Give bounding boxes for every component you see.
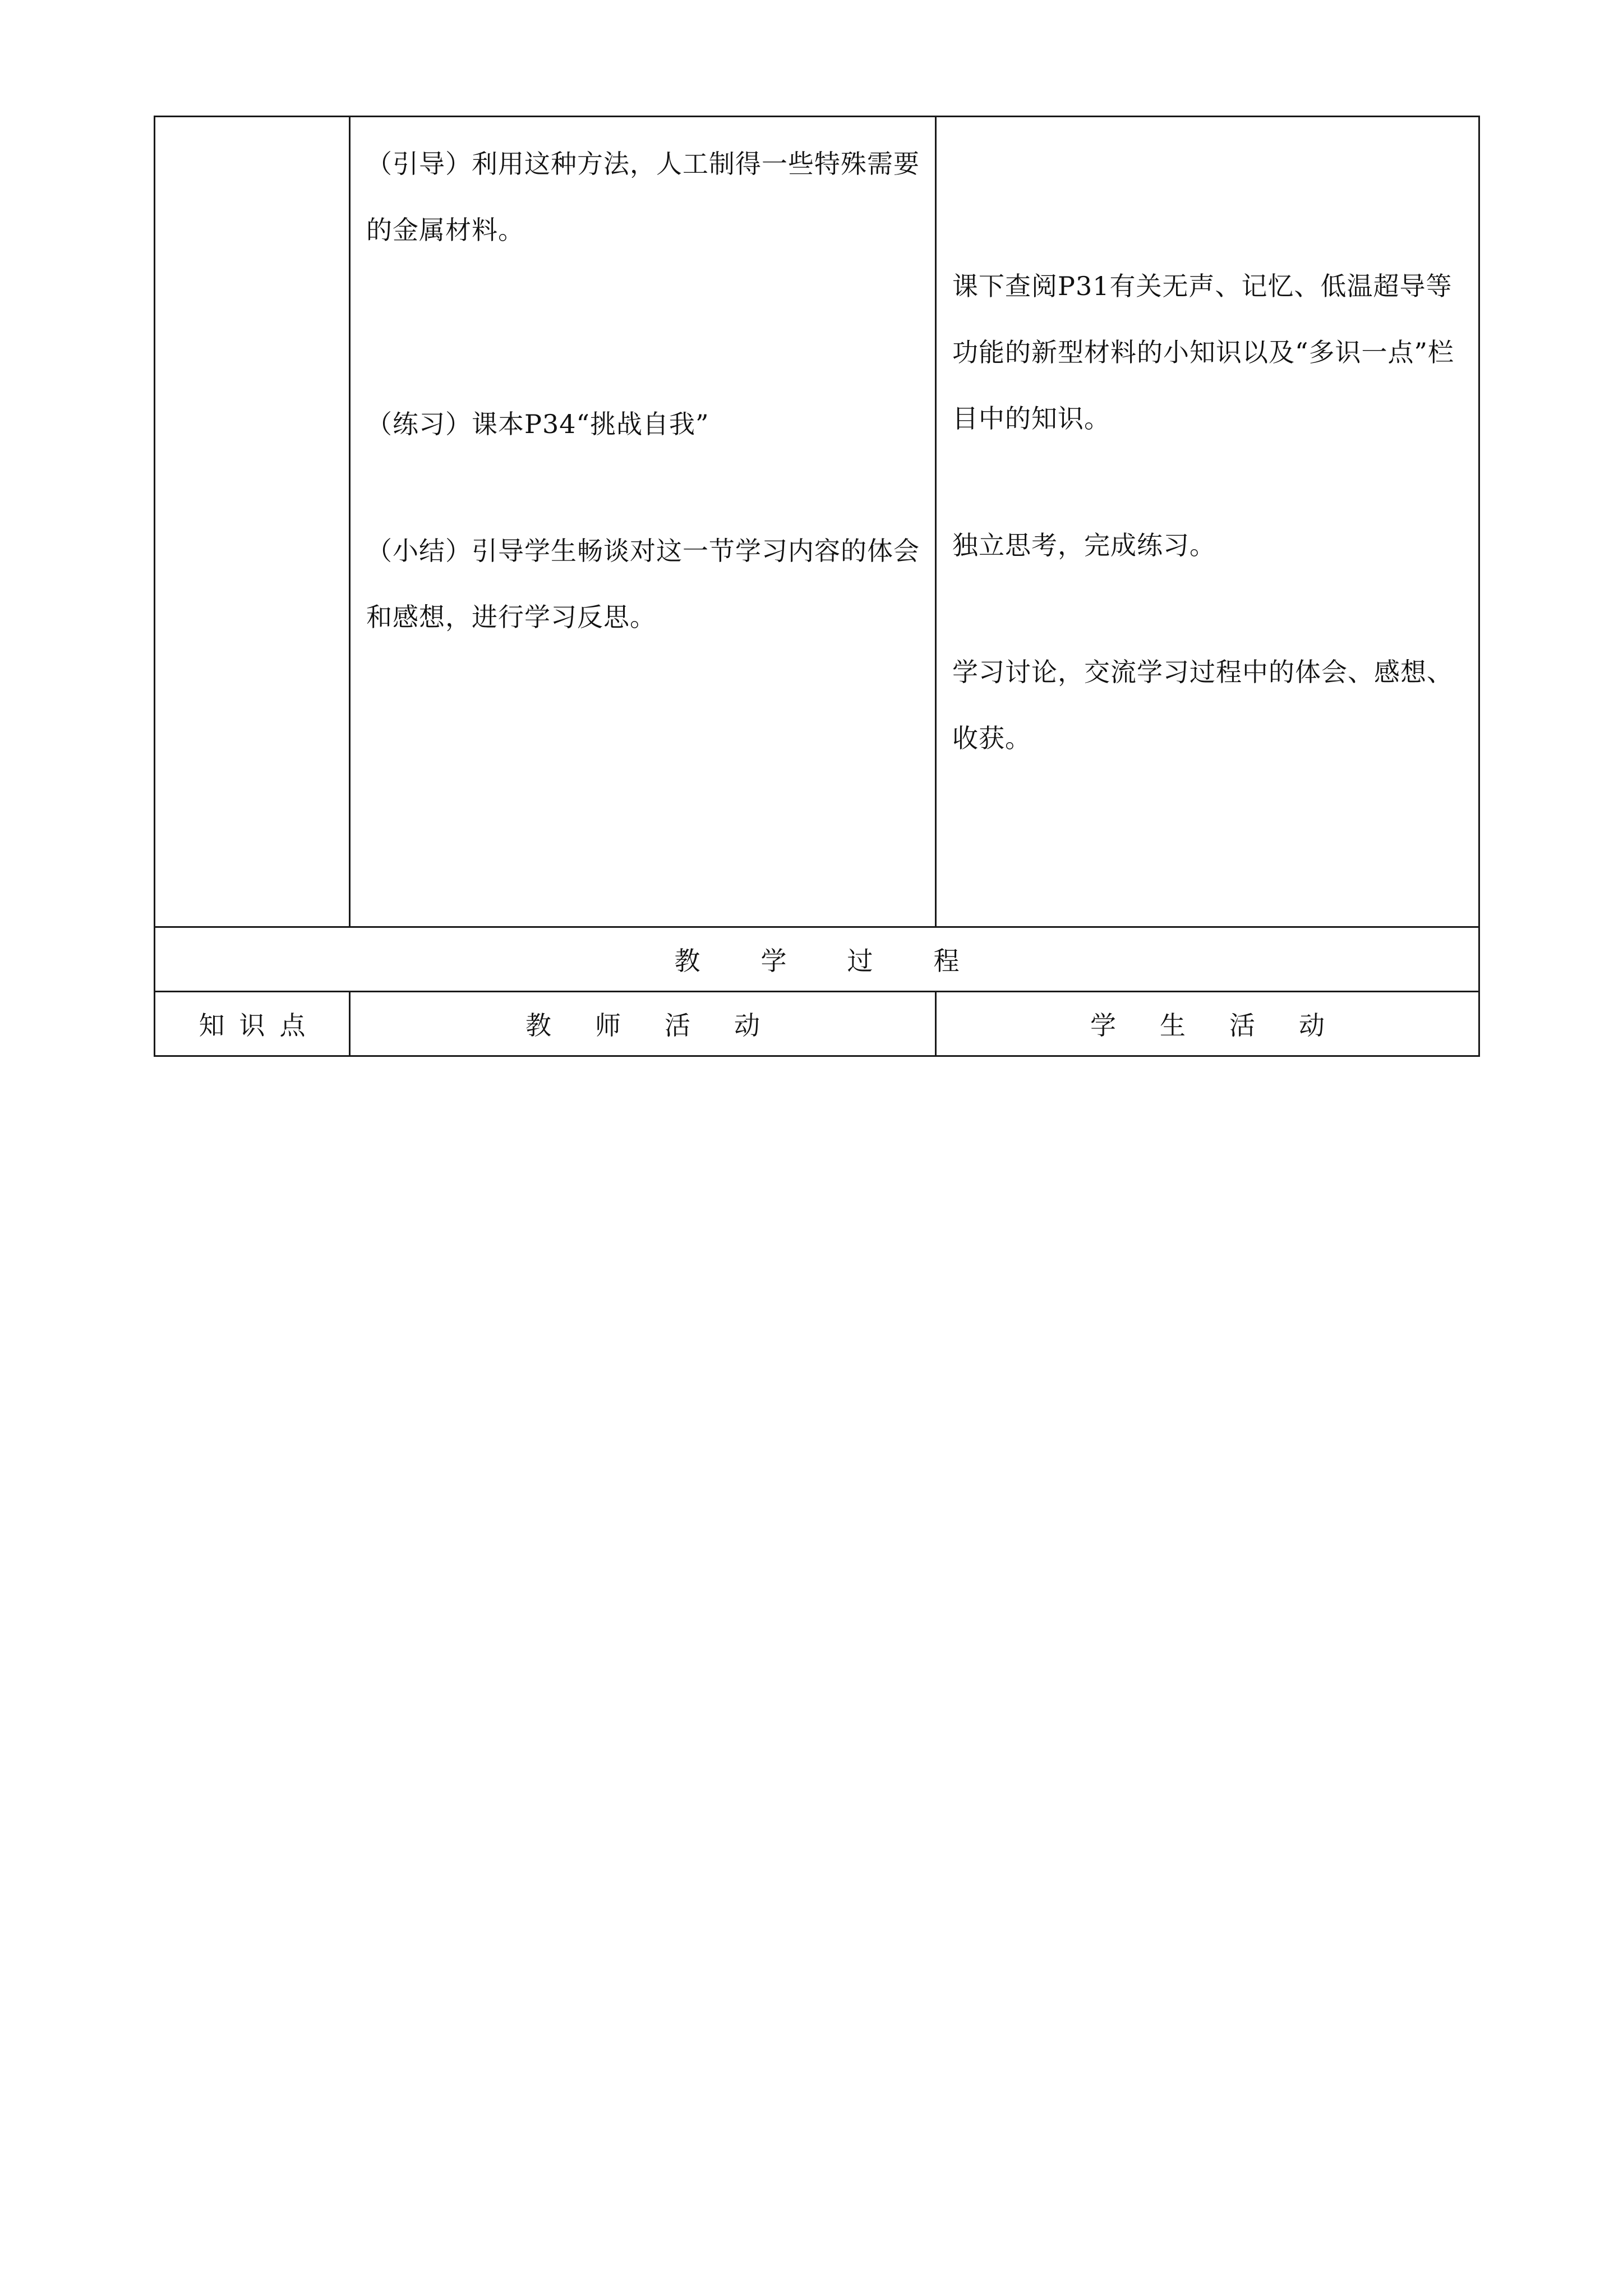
teacher-header: 教师活动	[525, 1010, 804, 1041]
teacher-exercise-paragraph: （练习）课本P34“挑战自我”	[366, 409, 709, 439]
knowledge-header: 知识点	[199, 1010, 320, 1041]
section-heading-row	[155, 927, 1479, 992]
student-activity-cell	[936, 117, 1479, 927]
student-header: 学生活动	[1090, 1010, 1368, 1041]
section-heading: 教学过程	[674, 946, 1020, 976]
student-exercise-paragraph: 独立思考，完成练习。	[952, 530, 1216, 560]
student-research-paragraph: 课下查阅P31有关无声、记忆、低温超导等功能的新型材料的小知识以及“多识一点”栏目中的知识。	[952, 271, 1455, 434]
content-row	[155, 117, 1479, 927]
teacher-guide-paragraph: （引导）利用这种方法，人工制得一些特殊需要的金属材料。	[366, 149, 920, 245]
knowledge-header-cell	[155, 992, 350, 1056]
lesson-plan-table	[154, 116, 1480, 1057]
student-header-cell	[936, 992, 1479, 1056]
column-header-row	[155, 992, 1479, 1056]
section-heading-cell	[155, 927, 1479, 992]
teacher-header-cell	[350, 992, 936, 1056]
student-discussion-paragraph: 学习讨论，交流学习过程中的体会、感想、收获。	[952, 657, 1453, 753]
teacher-activity-cell	[350, 117, 936, 927]
teacher-summary-paragraph: （小结）引导学生畅谈对这一节学习内容的体会和感想，进行学习反思。	[366, 536, 920, 632]
knowledge-point-cell	[155, 117, 350, 927]
